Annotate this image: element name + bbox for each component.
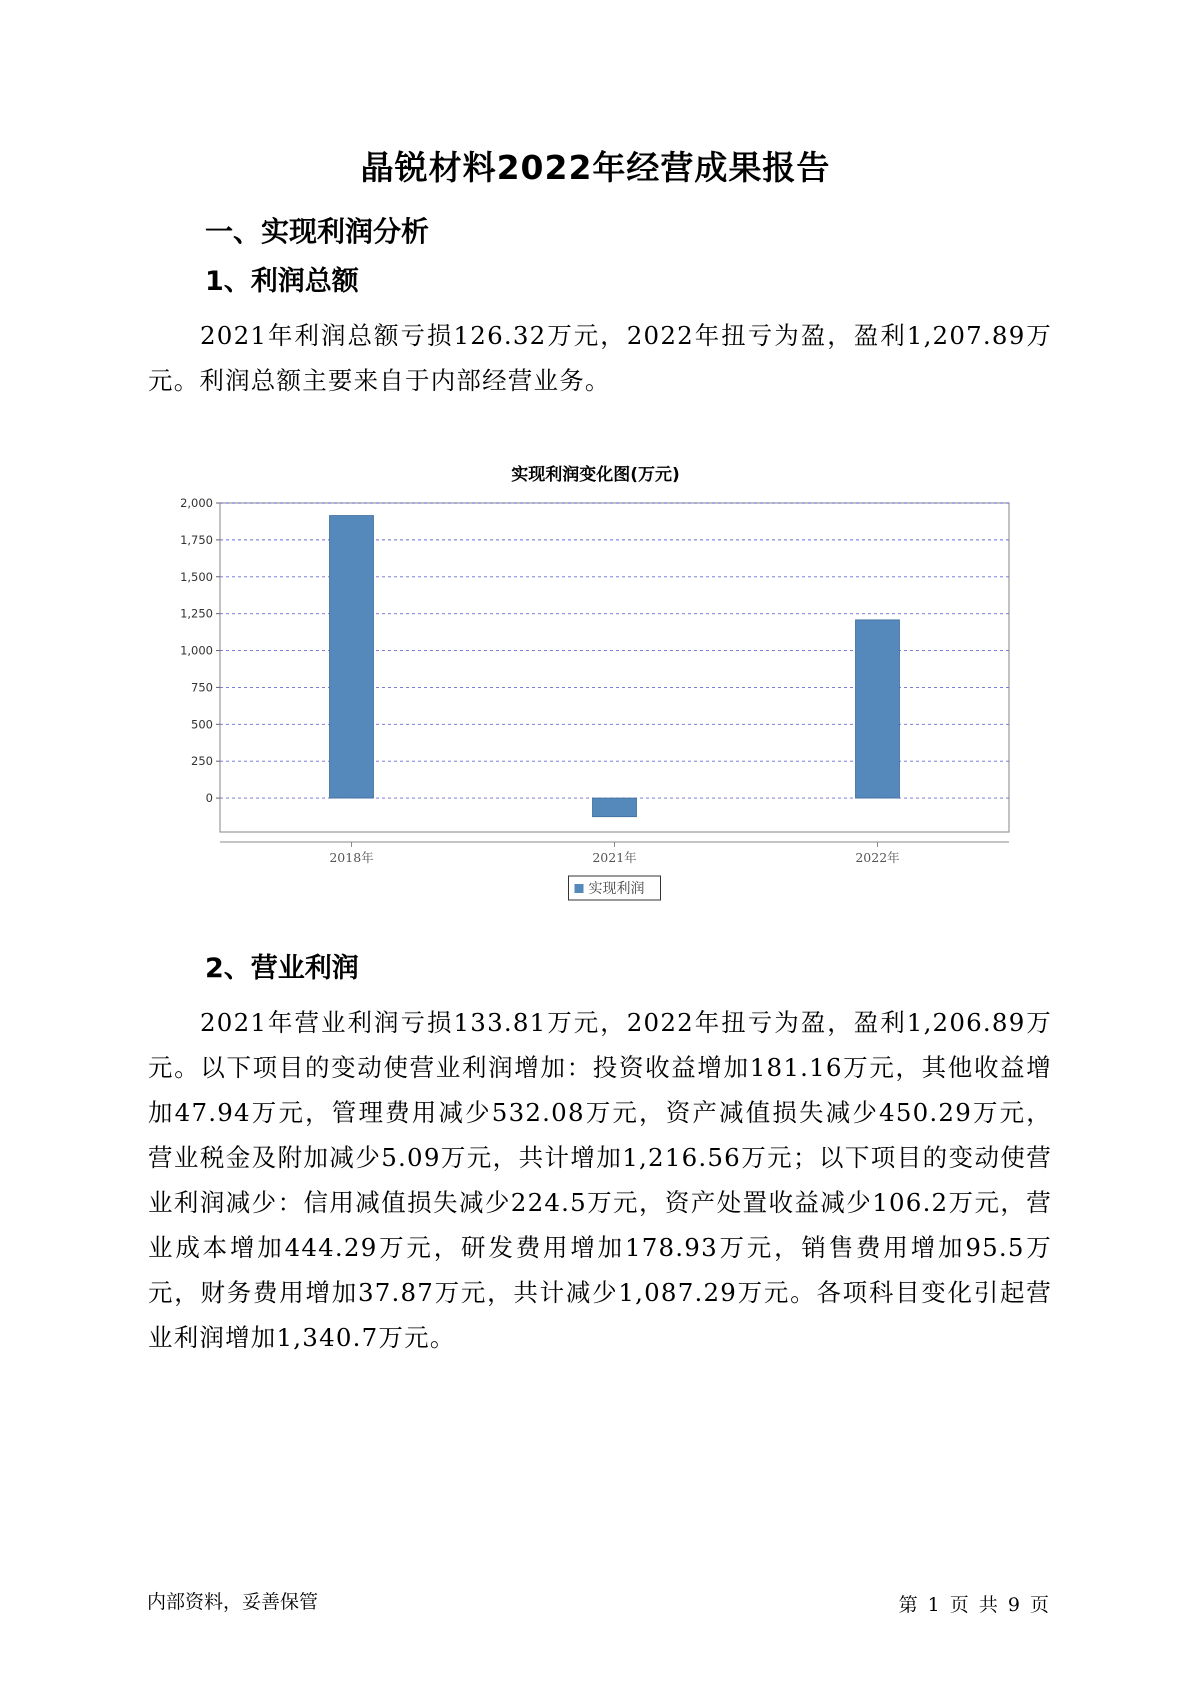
x-tick-label: 2022年 (855, 850, 900, 865)
x-tick-label: 2021年 (592, 850, 637, 865)
y-tick-label: 500 (191, 717, 213, 732)
bar-2022年 (856, 620, 900, 798)
y-tick-label: 1,250 (180, 606, 213, 621)
subsection-heading-total-profit: 1、利润总额 (205, 266, 359, 297)
bar-2021年 (593, 798, 637, 817)
y-tick-label: 0 (205, 791, 213, 806)
paragraph-operating-profit: 2021年营业利润亏损133.81万元，2022年扭亏为盈，盈利1,206.89万元。以下项目的变动使营业利润增加：投资收益增加181.16万元，其他收益增加47.94万元，管理费用减少532.08万元，资产减值损失减少450.29万元，营业税金及附加减少5.09万元，共计增加1,216.56万元；以下项目的变动使营业利润减少：信用减值损失减少224.5万元，资产处置收益减少106.2万元，营业成本增加444.29万元，研发费用增加178.93万元，销售费用增加95.5万元，财务费用增加37.87万元，共计减少1,087.29万元。各项科目变化引起营业利润增加1,340.7万元。 (148, 1008, 1052, 1352)
section-heading-profit-analysis: 一、实现利润分析 (205, 215, 430, 248)
y-tick-label: 1,500 (180, 569, 213, 584)
legend-label: 实现利润 (588, 881, 645, 897)
subsection-heading-operating-profit: 2、营业利润 (205, 953, 359, 984)
y-tick-label: 2,000 (180, 496, 213, 510)
document-title: 晶锐材料2022年经营成果报告 (360, 148, 831, 187)
bar-2018年 (330, 516, 374, 799)
footer-confidential-note: 内部资料，妥善保管 (147, 1591, 319, 1613)
y-tick-label: 1,750 (180, 532, 213, 547)
y-tick-label: 250 (191, 754, 213, 769)
y-tick-label: 750 (191, 680, 213, 695)
x-tick-label: 2018年 (329, 850, 374, 865)
paragraph-total-profit: 2021年利润总额亏损126.32万元，2022年扭亏为盈，盈利1,207.89万元。利润总额主要来自于内部经营业务。 (148, 321, 1052, 395)
footer-page-number: 第 1 页 共 9 页 (898, 1594, 1051, 1616)
y-tick-label: 1,000 (180, 643, 213, 658)
chart-title: 实现利润变化图(万元) (511, 465, 680, 485)
legend-swatch (575, 884, 584, 893)
